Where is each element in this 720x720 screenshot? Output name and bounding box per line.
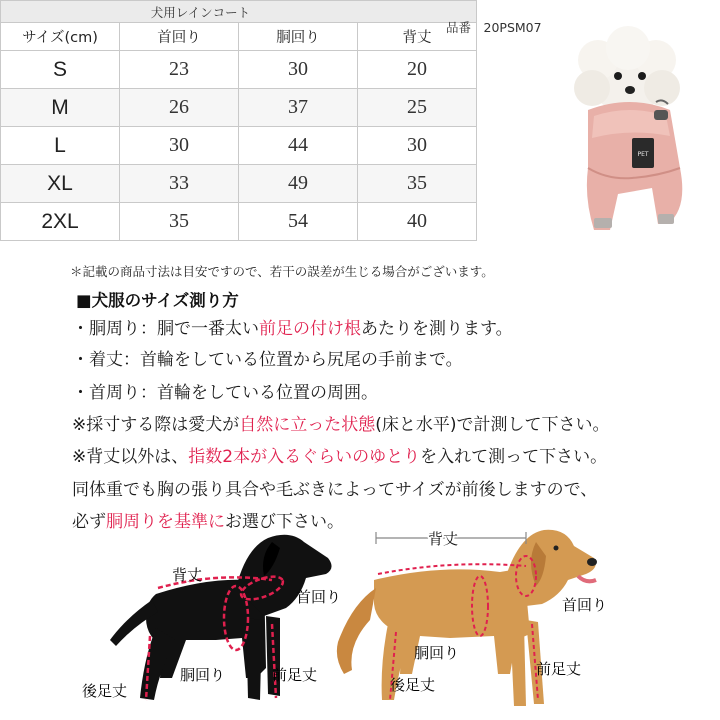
size-cell: M bbox=[1, 89, 120, 127]
header-size: サイズ(cm) bbox=[1, 23, 120, 51]
chest-cell: 44 bbox=[239, 127, 358, 165]
left-chest-label: 胴回り bbox=[180, 666, 226, 684]
chest-cell: 30 bbox=[239, 51, 358, 89]
pink-raincoat bbox=[587, 100, 682, 230]
chest-cell: 54 bbox=[239, 203, 358, 241]
guide-line-weight: 同体重でも胸の張り具合や毛ぶきによってサイズが前後しますので、 bbox=[72, 480, 598, 500]
guide-line-choose-b: お選び下さい。 bbox=[225, 512, 344, 532]
table-row bbox=[1, 89, 477, 127]
table-header-row bbox=[1, 23, 477, 51]
product-name: 犬用レインコート bbox=[150, 4, 251, 20]
guide-line-chest-a: ・胴周り：胴で一番太い bbox=[72, 319, 259, 339]
header-neck: 首回り bbox=[120, 23, 239, 51]
table-row bbox=[1, 127, 477, 165]
neck-cell: 26 bbox=[120, 89, 239, 127]
right-neck-label: 首回り bbox=[562, 596, 608, 614]
product-code: 品番 20PSM07 bbox=[446, 20, 542, 35]
right-hind-leg-label: 後足丈 bbox=[390, 676, 436, 694]
guide-line-chest bbox=[72, 314, 513, 339]
table-row bbox=[1, 51, 477, 89]
table-row bbox=[1, 203, 477, 241]
svg-text:PET: PET bbox=[637, 151, 649, 158]
chest-cell: 37 bbox=[239, 89, 358, 127]
guide-line-room-highlight: 指数2本が入るぐらいのゆとり bbox=[188, 447, 421, 467]
back-cell: 40 bbox=[358, 203, 477, 241]
left-back-label: 背丈 bbox=[172, 566, 203, 584]
product-photo bbox=[548, 18, 720, 242]
size-cell: XL bbox=[1, 165, 120, 203]
neck-cell: 33 bbox=[120, 165, 239, 203]
table-row bbox=[1, 165, 477, 203]
guide-line-length: ・着丈：首輪をしている位置から尻尾の手前まで。 bbox=[72, 350, 463, 370]
left-hind-leg-label: 後足丈 bbox=[82, 682, 128, 700]
right-front-leg-label: 前足丈 bbox=[536, 660, 582, 678]
back-cell: 20 bbox=[358, 51, 477, 89]
guide-line-chest-b: あたりを測ります。 bbox=[361, 319, 513, 339]
guide-line-posture bbox=[72, 410, 610, 435]
header-chest: 胴回り bbox=[239, 23, 358, 51]
left-neck-label: 首回り bbox=[296, 588, 342, 606]
back-cell: 25 bbox=[358, 89, 477, 127]
guide-line-posture-highlight: 自然に立った状態 bbox=[239, 415, 376, 435]
guide-line-room bbox=[72, 442, 607, 467]
guide-line-chest-highlight: 前足の付け根 bbox=[259, 319, 361, 339]
size-cell: 2XL bbox=[1, 203, 120, 241]
size-cell: S bbox=[1, 51, 120, 89]
guide-line-choose-a: 必ず bbox=[72, 512, 106, 532]
chest-cell: 49 bbox=[239, 165, 358, 203]
guide-line-neck: ・首周り：首輪をしている位置の周囲。 bbox=[72, 383, 378, 403]
right-back-label: 背丈 bbox=[428, 530, 459, 548]
back-cell: 35 bbox=[358, 165, 477, 203]
table-title-row bbox=[1, 1, 477, 23]
guide-line-room-a: ※背丈以外は、 bbox=[72, 447, 189, 467]
golden-dog-figure bbox=[337, 530, 597, 706]
left-front-leg-label: 前足丈 bbox=[272, 666, 318, 684]
size-table bbox=[0, 0, 542, 241]
guide-line-posture-b: (床と水平)で計測して下さい。 bbox=[375, 415, 610, 435]
size-cell: L bbox=[1, 127, 120, 165]
neck-cell: 35 bbox=[120, 203, 239, 241]
guide-line-posture-a: ※採寸する際は愛犬が bbox=[72, 415, 240, 435]
back-cell: 30 bbox=[358, 127, 477, 165]
right-chest-label: 胴回り bbox=[414, 644, 460, 662]
guide-line-choose-highlight: 胴周りを基準に bbox=[106, 512, 225, 532]
disclaimer-note: ＊記載の商品寸法は目安ですので、若干の誤差が生じる場合がございます。 bbox=[70, 264, 494, 279]
header-back: 背丈 bbox=[358, 23, 477, 51]
table-title-cell bbox=[1, 1, 542, 35]
guide-title: ■犬服のサイズ測り方 bbox=[76, 291, 239, 310]
golden-dog-diagram bbox=[330, 524, 620, 720]
neck-cell: 30 bbox=[120, 127, 239, 165]
neck-cell: 23 bbox=[120, 51, 239, 89]
black-dog-diagram bbox=[82, 528, 356, 720]
guide-line-room-b: を入れて測って下さい。 bbox=[420, 447, 608, 467]
